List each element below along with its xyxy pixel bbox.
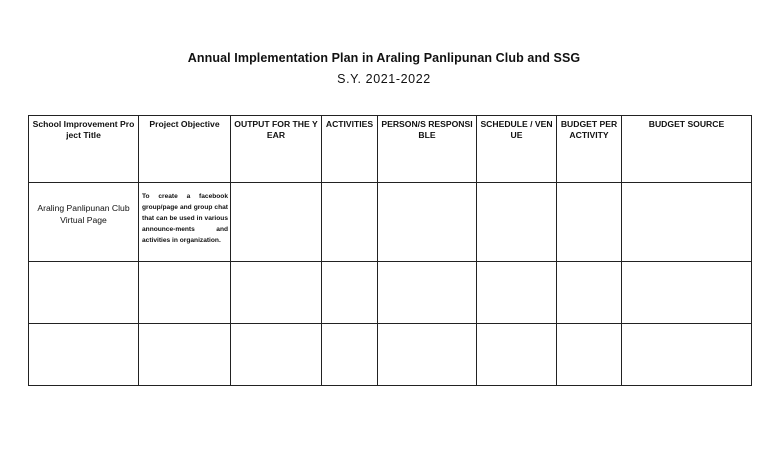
cell-activities xyxy=(322,183,378,262)
header-activities: ACTIVITIES xyxy=(322,116,378,183)
header-budget-per-activity: BUDGET PER ACTIVITY xyxy=(557,116,622,183)
table-row xyxy=(29,183,752,262)
implementation-plan-table xyxy=(28,115,752,386)
table-row xyxy=(29,262,752,324)
cell-project-title: Araling Panlipunan Club Virtual Page xyxy=(29,183,139,262)
school-year: S.Y. 2021-2022 xyxy=(337,72,431,86)
table-header-row xyxy=(29,116,752,183)
header-persons-responsible: PERSON/S RESPONSIBLE xyxy=(378,116,477,183)
header-output-for-the-year: OUTPUT FOR THE YEAR xyxy=(231,116,322,183)
header-schedule-venue: SCHEDULE / VENUE xyxy=(477,116,557,183)
cell-empty xyxy=(477,324,557,386)
cell-empty xyxy=(139,262,231,324)
cell-empty xyxy=(322,262,378,324)
header-project-objective: Project Objective xyxy=(139,116,231,183)
cell-empty xyxy=(557,262,622,324)
cell-budget xyxy=(557,183,622,262)
cell-empty xyxy=(557,324,622,386)
cell-empty xyxy=(322,324,378,386)
cell-empty xyxy=(477,262,557,324)
cell-empty xyxy=(622,324,752,386)
header-project-title: School Improvement Project Title xyxy=(29,116,139,183)
cell-persons xyxy=(378,183,477,262)
cell-empty xyxy=(231,262,322,324)
cell-empty xyxy=(29,262,139,324)
table-row xyxy=(29,324,752,386)
document-title: Annual Implementation Plan in Araling Panlipunan Club and SSG xyxy=(187,51,581,65)
cell-project-objective: To create a facebook group/page and group chat that can be used in various announce-ments and activities in organization. xyxy=(139,183,231,262)
cell-empty xyxy=(231,324,322,386)
cell-schedule xyxy=(477,183,557,262)
cell-empty xyxy=(378,262,477,324)
cell-empty xyxy=(622,262,752,324)
cell-empty xyxy=(29,324,139,386)
cell-empty xyxy=(139,324,231,386)
cell-output xyxy=(231,183,322,262)
header-budget-source: BUDGET SOURCE xyxy=(622,116,752,183)
cell-budget-source xyxy=(622,183,752,262)
cell-empty xyxy=(378,324,477,386)
